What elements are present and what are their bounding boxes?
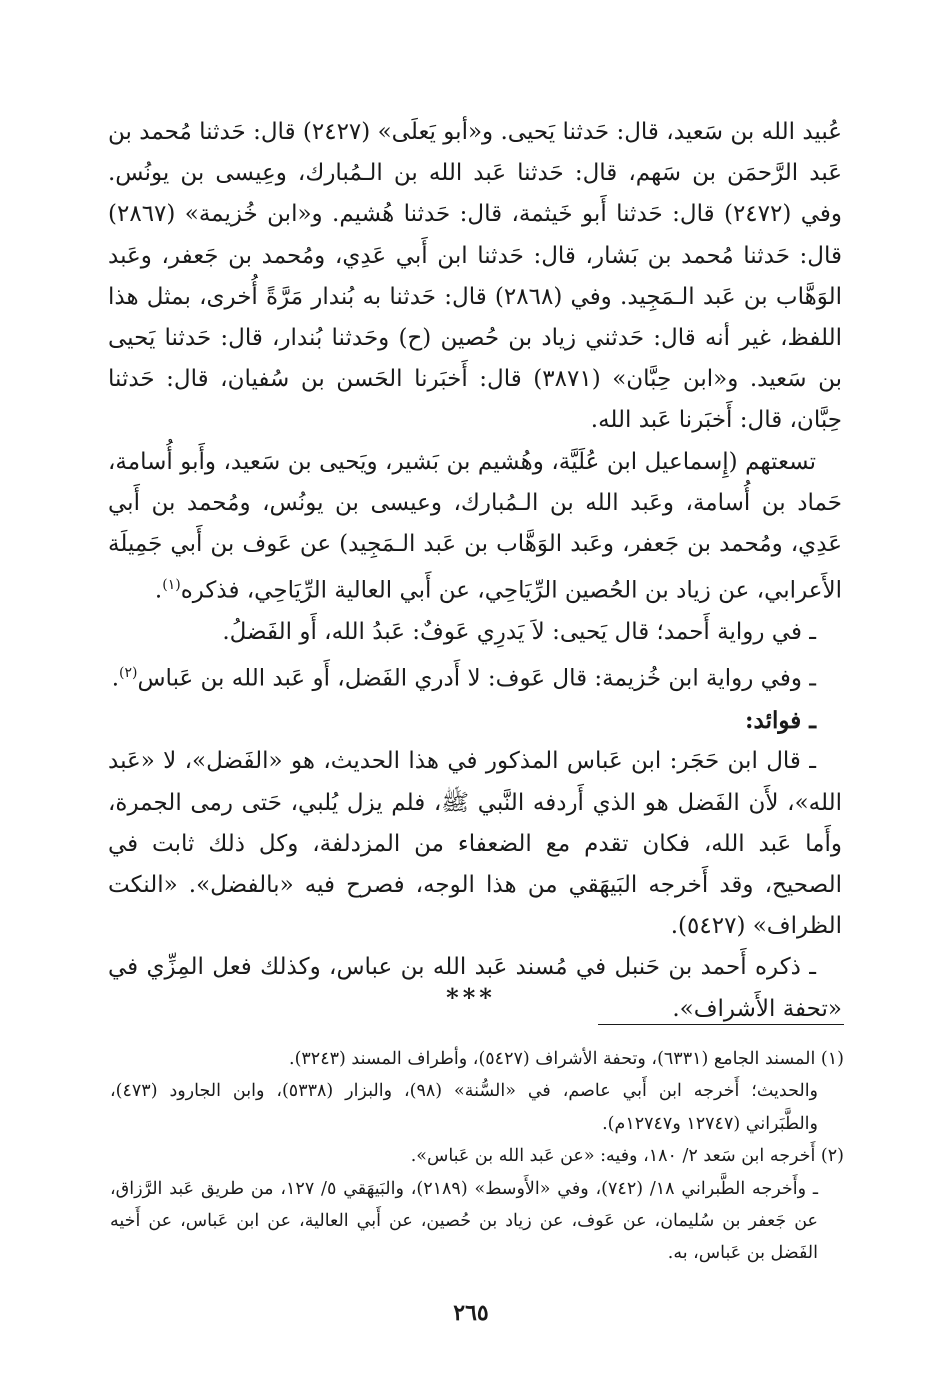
footnote-1-continuation: والحديث؛ أَخرجه ابن أَبي عاصم، في «السُّنة» (٩٨)، والبزار (٥٣٣٨)، وابن الجارود (٤٧٣)، والطَّبَراني (١٢٧٤٧ و١٢٧٤٧م). (110, 1081, 819, 1134)
footnotes (110, 1043, 844, 1270)
variant-ibn-khuzaymah: ـ وفي رواية ابن خُزيمة: قال عَوف: لا أَدري الفَضل، أَو عَبد الله بن عَباس$^{(٢)}$. (111, 665, 816, 692)
footnote-divider (598, 1024, 844, 1025)
footnote-ref-2[interactable]: (٢) (119, 665, 138, 682)
main-text (108, 112, 842, 1030)
footnote-2-continuation: ـ وأَخرجه الطَّبراني ١٨/ (٧٤٢)، وفي «الأَوسط» (٢١٨٩)، والبَيهَقي ٥/ ١٢٧، من طريق عَبد الرَّزاق، عن جَعفر بن سُليمان، عن عَوف، عن زياد بن حُصين، عن أَبي العالية، عن ابن عَباس، عن أَخيه الفَضل بن عَباس، به. (110, 1178, 818, 1264)
ahmad-musnad-note: ـ ذكره أَحمد بن حَنبل في مُسند عَبد الله بن عباس، وكذلك فعل المِزِّي في «تحفة الأَشراف». (108, 954, 842, 1022)
footnote-1: (١) المسند الجامع (٦٣٣١)، وتحفة الأشراف (٥٤٢٧)، وأطراف المسند (٣٢٤٣). (289, 1049, 844, 1069)
chain-summary-text: تسعتهم (إِسماعيل ابن عُلَيَّة، وهُشيم بن بَشير، ويَحيى بن سَعيد، وأَبو أُسامة، حَماد بن أُسامة، وعَبد الله بن الـمُبارك، وعيسى بن يونُس، ومُحمد بن أَبي عَدِي، ومُحمد بن جَعفر، وعَبد الوَهَّاب بن عَبد الـمَجِيد) عن عَوف بن أَبي جَمِيلَة الأَعرابي، عن زياد بن الحُصين الرِّيَاحِي، عن أَبي العالية الرِّيَاحِي، فذكره (108, 448, 842, 604)
footnote-ref-1[interactable]: (١) (162, 577, 181, 594)
benefits-heading: ـ فوائد: (745, 707, 816, 735)
variant-ibn-khuzaymah-text: ـ وفي رواية ابن خُزيمة: قال عَوف: لا أَدري الفَضل، أَو عَبد الله بن عَباس (137, 665, 816, 692)
ibn-hajar-note: ـ قال ابن حَجَر: ابن عَباس المذكور في هذا الحديث، هو «الفَضل»، لا «عَبد الله»، لأَن الفَضل هو الذي أَردفه النَّبي ﷺ، فلم يزل يُلبي، حَتى رمى الجمرة، وأَما عَبد الله، فكان تقدم مع الضعفاء من المزدلفة، وكل ذلك ثابت في الصحيح، وقد أَخرجه البَيهَقي من هذا الوجه، فصرح فيه «بالفضل». «النكت الظراف» (٥٤٢٧). (108, 748, 842, 940)
section-separator: *** (446, 983, 496, 1012)
chain-summary-paragraph: تسعتهم (إِسماعيل ابن عُلَيَّة، وهُشيم بن بَشير، ويَحيى بن سَعيد، وأَبو أُسامة، حَماد بن أُسامة، وعَبد الله بن الـمُبارك، وعيسى بن يونُس، ومُحمد بن أَبي عَدِي، ومُحمد بن جَعفر، وعَبد الوَهَّاب بن عَبد الـمَجِيد) عن عَوف بن أَبي جَمِيلَة الأَعرابي، عن زياد بن الحُصين الرِّيَاحِي، عن أَبي العالية الرِّيَاحِي، فذكره$^{(١)}$. (108, 448, 842, 604)
footnote-2: (٢) أَخرجه ابن سَعد ٢/ ١٨٠، وفيه: «عن عَبد الله بن عَباس». (410, 1146, 844, 1167)
page-number: ٢٦٥ (453, 1300, 489, 1326)
isnad-paragraph: عُبيد الله بن سَعيد، قال: حَدثنا يَحيى. و«أبو يَعلَى» (٢٤٢٧) قال: حَدثنا مُحمد بن عَبد الرَّحمَن بن سَهم، قال: حَدثنا عَبد الله بن الـمُبارك، وعِيسى بن يونُس. وفي (٢٤٧٢) قال: حَدثنا أَبو خَيثمة، قال: حَدثنا هُشيم. و«ابن خُزيمة» (٢٨٦٧) قال: حَدثنا مُحمد بن بَشار، قال: حَدثنا ابن أَبي عَدِي، ومُحمد بن جَعفر، وعَبد الوَهَّاب بن عَبد الـمَجِيد. وفي (٢٨٦٨) قال: حَدثنا به بُندار مَرَّةً أُخرى، بمثل هذا اللفظ، غير أنه قال: حَدثني زياد بن حُصين (ح) وحَدثنا بُندار، قال: حَدثنا يَحيى بن سَعيد. و«ابن حِبَّان» (٣٨٧١) قال: أَخبَرنا الحَسن بن سُفيان، قال: حَدثنا حِبَّان، قال: أَخبَرنا عَبد الله. (108, 119, 843, 434)
variant-ahmad: ـ في رواية أَحمد؛ قال يَحيى: لاَ يَدرِي عَوفٌ: عَبدُ الله، أَو الفَضلُ. (222, 619, 816, 646)
